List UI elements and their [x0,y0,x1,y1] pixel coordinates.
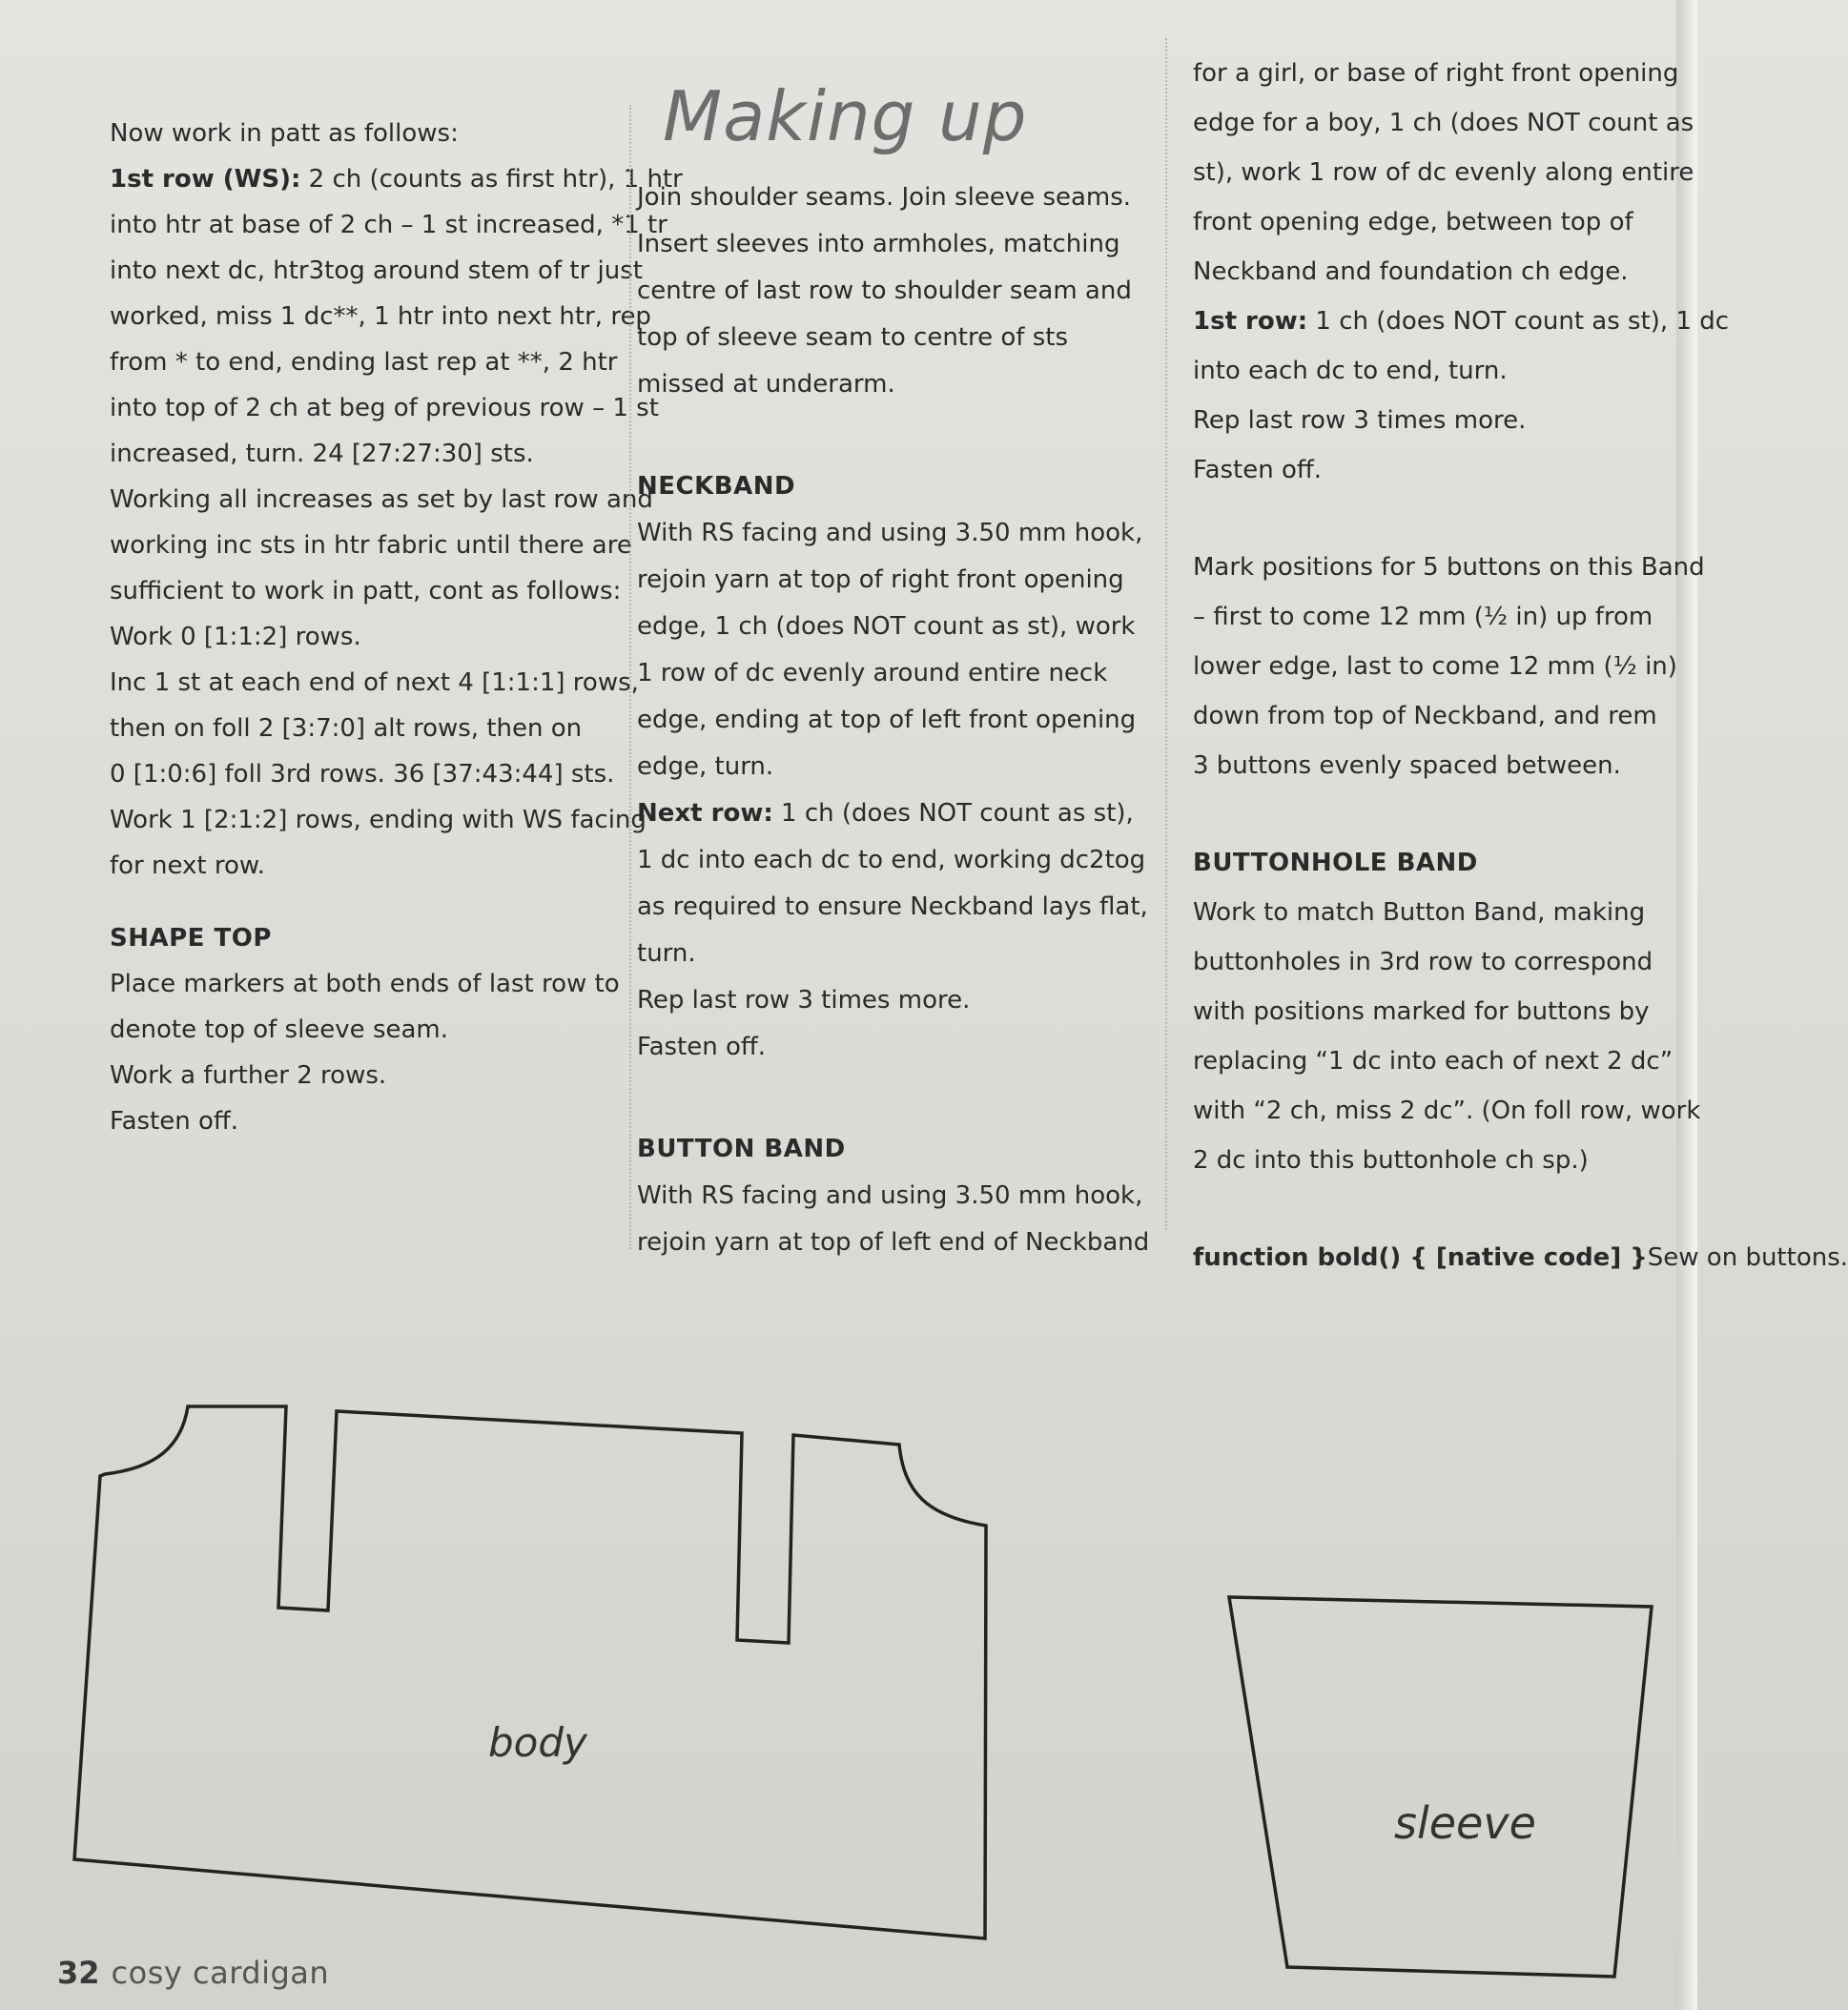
line-text: down from top of Neckband, and rem [1193,702,1657,730]
line-text: edge, 1 ch (does NOT count as st), work [637,612,1136,641]
line-text: – first to come 12 mm (½ in) up from [1193,603,1653,631]
line-text: into top of 2 ch at beg of previous row – 1 st [110,394,659,422]
line-text: Fasten off. [1193,456,1323,484]
line-text: Mark positions for 5 buttons on this Band [1193,553,1705,582]
line-text: 3 buttons evenly spaced between. [1193,751,1621,780]
sleeve-label: sleeve [1394,1797,1536,1849]
section-heading: BUTTONHOLE BAND [1193,849,1478,877]
line-text: buttonholes in 3rd row to correspond [1193,948,1653,976]
line-text: st), work 1 row of dc evenly along entire [1193,158,1694,187]
line-text: centre of last row to shoulder seam and [637,277,1132,305]
body-label: body [488,1719,587,1766]
section-heading: NECKBAND [637,472,796,501]
line-text: Rep last row 3 times more. [637,986,971,1015]
line-text: into htr at base of 2 ch – 1 st increased, *1 tr [110,211,667,239]
line-text: missed at underarm. [637,370,895,399]
line-text: lower edge, last to come 12 mm (½ in) [1193,652,1677,681]
footer-title: cosy cardigan [111,1955,330,1991]
line-text: turn. [637,939,696,968]
section-heading: SHAPE TOP [110,924,272,953]
line-text: Working all increases as set by last row and [110,485,653,514]
line-text: front opening edge, between top of [1193,208,1633,236]
line-text: Work to match Button Band, making [1193,898,1646,927]
line-text: rejoin yarn at top of right front opening [637,565,1124,594]
line-text: edge, ending at top of left front opening [637,706,1137,734]
line-text: top of sleeve seam to centre of sts [637,323,1068,352]
page-footer [57,1955,329,1991]
line-text: for a girl, or base of right front opening [1193,59,1679,88]
line-text: Join shoulder seams. Join sleeve seams. [637,183,1132,212]
section-heading: BUTTON BAND [637,1135,846,1163]
line-text: for next row. [110,851,266,880]
line-text: denote top of sleeve seam. [110,1015,449,1044]
line-text: 0 [1:0:6] foll 3rd rows. 36 [37:43:44] sts. [110,760,615,789]
body-schematic [74,1406,986,1938]
line-text: Work 0 [1:1:2] rows. [110,623,361,651]
line-text: Inc 1 st at each end of next 4 [1:1:1] rows, [110,668,639,697]
line-text: Fasten off. [110,1107,239,1136]
line-text: then on foll 2 [3:7:0] alt rows, then on [110,714,583,743]
line-text: rejoin yarn at top of left end of Neckband [637,1228,1150,1257]
line-text: Rep last row 3 times more. [1193,406,1527,435]
line-text: Sew on buttons. [1647,1243,1848,1272]
row-label: Next row: [637,799,773,828]
page-number: 32 [57,1955,100,1991]
line-text: increased, turn. 24 [27:27:30] sts. [110,440,534,468]
line-text: With RS facing and using 3.50 mm hook, [637,519,1143,547]
line-text: edge for a boy, 1 ch (does NOT count as [1193,109,1694,137]
line-text: Work a further 2 rows. [110,1061,387,1090]
page-title: Making up [663,76,1028,156]
line-text: 1 ch (does NOT count as st), [772,799,1134,828]
line-text: Insert sleeves into armholes, matching [637,230,1120,258]
row-label: function bold() { [native code] } [1193,1243,1648,1272]
line-text: from * to end, ending last rep at **, 2 htr [110,348,618,377]
line-text: Work 1 [2:1:2] rows, ending with WS facing [110,806,647,834]
sleeve-schematic [1229,1597,1652,1977]
line-text: 2 dc into this buttonhole ch sp.) [1193,1146,1589,1175]
line-text: working inc sts in htr fabric until there are [110,531,632,560]
line-text: Fasten off. [637,1033,767,1061]
line-text: with positions marked for buttons by [1193,997,1650,1026]
line-text: Neckband and foundation ch edge. [1193,257,1629,286]
line-text: worked, miss 1 dc**, 1 htr into next htr, rep [110,302,651,331]
line-text: sufficient to work in patt, cont as follows: [110,577,622,605]
row-label: 1st row: [1193,307,1308,336]
line-text: Now work in patt as follows: [110,119,459,148]
line-text: into next dc, htr3tog around stem of tr just [110,256,643,285]
line-text: 1 ch (does NOT count as st), 1 dc [1307,307,1730,336]
line-text: into each dc to end, turn. [1193,357,1508,385]
row-label: 1st row (WS): [110,165,301,194]
line-text: With RS facing and using 3.50 mm hook, [637,1181,1143,1210]
line-text: 1 dc into each dc to end, working dc2tog [637,846,1146,874]
line-text: 2 ch (counts as first htr), 1 htr [300,165,683,194]
line-text: replacing “1 dc into each of next 2 dc” [1193,1047,1673,1076]
line-text: Place markers at both ends of last row to [110,970,620,998]
line-text: with “2 ch, miss 2 dc”. (On foll row, work [1193,1097,1701,1125]
line-text: as required to ensure Neckband lays flat, [637,892,1148,921]
line-text: edge, turn. [637,752,774,781]
line-text: 1 row of dc evenly around entire neck [637,659,1108,687]
